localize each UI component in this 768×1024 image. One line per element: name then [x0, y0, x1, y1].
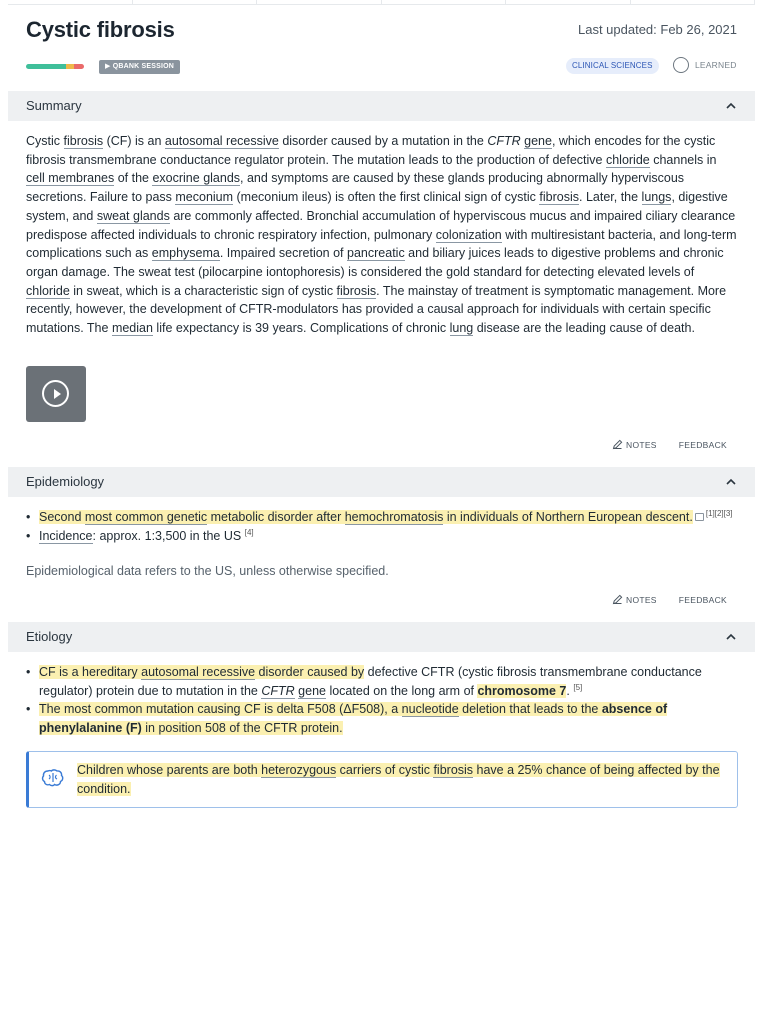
link[interactable]: gene: [524, 134, 552, 148]
clinical-sciences-badge[interactable]: CLINICAL SCIENCES: [566, 58, 659, 74]
link[interactable]: autosomal recessive: [164, 134, 279, 148]
link[interactable]: lung: [449, 321, 474, 336]
brain-icon: [41, 768, 65, 788]
link[interactable]: autosomal recessive: [141, 665, 256, 679]
etiology-section-header[interactable]: [8, 622, 755, 652]
chevron-up-icon[interactable]: [725, 631, 737, 643]
epidemiology-actions: [612, 594, 727, 605]
link[interactable]: hemochromatosis: [344, 510, 444, 524]
citation[interactable]: [1][2][3]: [705, 508, 733, 518]
chevron-up-icon[interactable]: [725, 476, 737, 488]
link[interactable]: emphysema: [151, 246, 220, 261]
notes-button[interactable]: NOTES: [612, 594, 657, 605]
link[interactable]: cell membranes: [26, 171, 115, 186]
link[interactable]: sweat glands: [96, 208, 170, 223]
feedback-button[interactable]: FEEDBACK: [678, 439, 727, 450]
last-updated: Last updated: Feb 26, 2021: [577, 22, 737, 37]
section-title: Etiology: [26, 629, 73, 644]
link[interactable]: fibrosis: [336, 283, 377, 298]
page-title: Cystic fibrosis: [26, 17, 175, 42]
link[interactable]: fibrosis: [539, 190, 579, 205]
link[interactable]: colonization: [435, 227, 502, 242]
progress-segment: [66, 64, 74, 69]
link[interactable]: lungs: [641, 190, 672, 205]
notes-button[interactable]: NOTES: [612, 439, 657, 450]
chevron-up-icon[interactable]: [725, 100, 737, 112]
epidemiology-section-header[interactable]: [8, 467, 755, 497]
link[interactable]: chloride: [26, 283, 70, 298]
link[interactable]: meconium: [175, 190, 234, 205]
top-tab-strip: [8, 0, 755, 5]
link[interactable]: median: [111, 321, 153, 336]
section-title: Summary: [26, 98, 82, 113]
learned-label[interactable]: LEARNED: [695, 60, 737, 70]
link[interactable]: fibrosis: [433, 763, 474, 777]
section-title: Epidemiology: [26, 474, 105, 489]
pencil-icon: [612, 439, 623, 450]
link[interactable]: CFTR: [261, 683, 295, 698]
etiology-list: [26, 663, 738, 738]
article-card: [8, 0, 755, 817]
list-item: • The most common mutation causing CF is delta F508 (ΔF508), a nucleotide deletion that leads to the absence of phenylalanine (F) in position 508 of the CFTR protein.: [26, 700, 738, 737]
citation[interactable]: [4]: [244, 527, 254, 537]
list-item: • Second most common genetic metabolic disorder after hemochromatosis in individuals of Northern European descent. [1][2][3]: [26, 508, 738, 527]
progress-bar: [26, 64, 84, 69]
epidemiology-note: Epidemiological data refers to the US, unless otherwise specified.: [26, 564, 389, 578]
feedback-button[interactable]: FEEDBACK: [678, 594, 727, 605]
progress-segment: [26, 64, 60, 69]
play-icon[interactable]: [42, 380, 69, 407]
qbank-session-button[interactable]: ▶ QBANK SESSION: [99, 60, 180, 74]
summary-actions: [612, 439, 727, 450]
link[interactable]: chloride: [605, 152, 650, 167]
list-item: • CF is a hereditary autosomal recessive disorder caused by defective CFTR (cystic fibrosis transmembrane conductance regulator) protein due to mutation in the CFTR gene located on the long arm of chromosome 7. [5]: [26, 663, 738, 700]
list-item: • Incidence: approx. 1:3,500 in the US [4]: [26, 527, 738, 546]
tip-callout: [26, 751, 738, 808]
link[interactable]: exocrine glands: [152, 171, 241, 186]
progress-segment: [74, 64, 84, 69]
link[interactable]: heterozygous: [261, 763, 337, 777]
epidemiology-list: [26, 508, 738, 545]
link[interactable]: most common genetic: [84, 510, 208, 524]
link[interactable]: fibrosis: [63, 134, 104, 148]
reference-icon[interactable]: [695, 513, 704, 521]
summary-paragraph: Cystic fibrosis (CF) is an autosomal recessive disorder caused by a mutation in the CFTR gene, which encodes for the cystic fibrosis transmembrane conductance regulator protein. The mutation leads to the production of defective chloride channels in cell membranes of the exocrine glands, and symptoms are caused by these glands producing abnormally hyperviscous secretions. Failure to pass meconium (meconium ileus) is often the first clinical sign of cystic fibrosis. Later, the lungs, digestive system, and sweat glands are commonly affected. Bronchial accumulation of hyperviscous mucus and impaired ciliary clearance predispose affected individuals to chronic respiratory infection, pulmonary colonization with multiresistant bacteria, and long-term complications such as emphysema. Impaired secretion of pancreatic and biliary juices leads to digestive problems and chronic organ damage. The sweat test (pilocarpine iontophoresis) is considered the gold standard for detecting elevated levels of chloride in sweat, which is a characteristic sign of cystic fibrosis. The mainstay of treatment is symptomatic management. More recently, however, the development of CFTR-modulators has provided a causal approach for individuals with certain specific mutations. The median life expectancy is 39 years. Complications of chronic lung disease are the leading cause of death.: [26, 134, 737, 336]
callout-text: Children whose parents are both heterozygous carriers of cystic fibrosis have a 25% chance of being affected by the condition.: [77, 763, 720, 796]
link[interactable]: nucleotide: [401, 702, 459, 717]
pencil-icon: [612, 594, 623, 605]
link[interactable]: pancreatic: [347, 246, 405, 261]
learned-toggle-icon[interactable]: [673, 57, 689, 73]
citation[interactable]: [5]: [573, 682, 583, 692]
video-thumbnail[interactable]: [26, 366, 86, 422]
link[interactable]: Incidence: [39, 528, 93, 543]
summary-section-header[interactable]: [8, 91, 755, 121]
link[interactable]: gene: [298, 683, 326, 698]
